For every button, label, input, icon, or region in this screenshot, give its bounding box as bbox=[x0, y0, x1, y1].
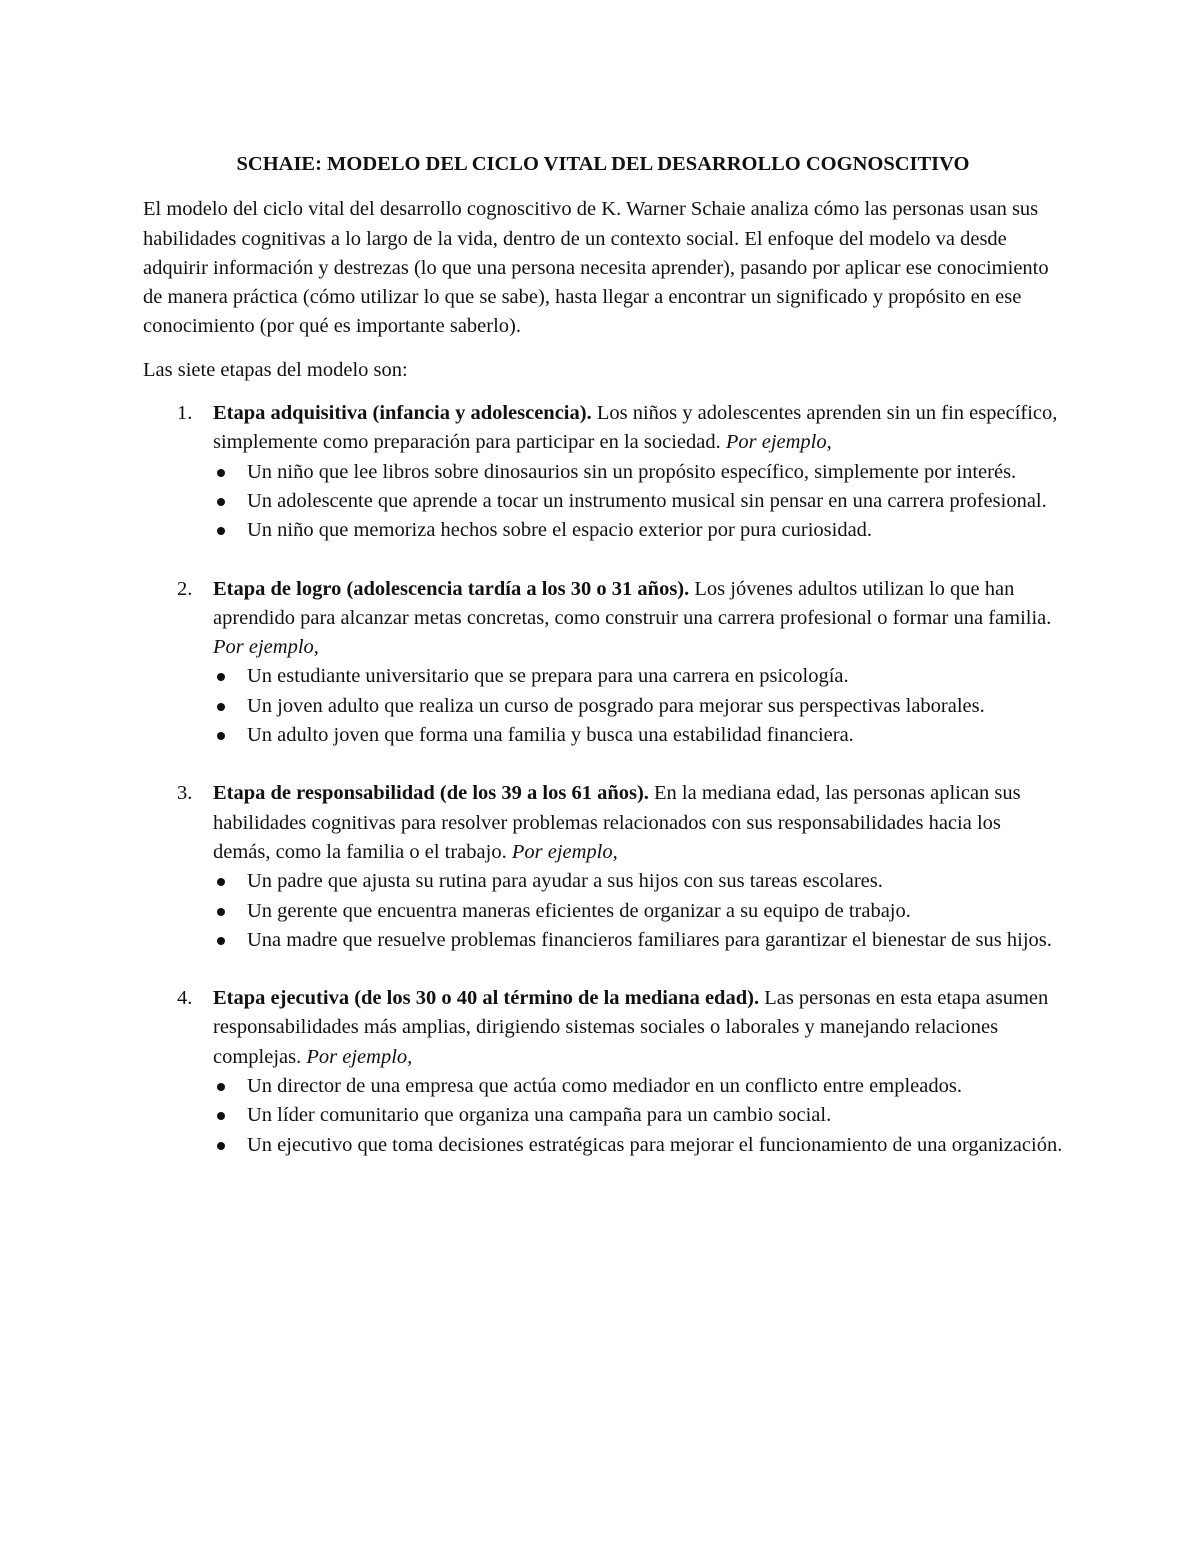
example-label: Por ejemplo, bbox=[213, 636, 319, 659]
example-item bbox=[213, 926, 1063, 955]
example-text: Un niño que lee libros sobre dinosaurios sin un propósito específico, simplemente por interés. bbox=[247, 460, 1017, 483]
example-item bbox=[213, 516, 1063, 545]
stage-text: Las personas en esta etapa asumen responsabilidades más amplias, dirigiendo sistemas sociales o laborales y manejando relaciones complejas. bbox=[213, 987, 1049, 1068]
example-text: Un adulto joven que forma una familia y busca una estabilidad financiera. bbox=[247, 724, 854, 747]
examples-list bbox=[213, 1072, 1063, 1160]
stage-item bbox=[143, 399, 1063, 545]
stages-list bbox=[143, 399, 1063, 1160]
document-title: SCHAIE: MODELO DEL CICLO VITAL DEL DESARROLLO COGNOSCITIVO bbox=[236, 153, 970, 175]
stages-intro: Las siete etapas del modelo son: bbox=[143, 358, 408, 381]
examples-list bbox=[213, 662, 1063, 750]
stage-text: Los jóvenes adultos utilizan lo que han aprendido para alcanzar metas concretas, como construir una carrera profesional o formar una familia. bbox=[213, 577, 1052, 629]
stage-description bbox=[213, 575, 1063, 663]
bullet-icon bbox=[217, 673, 225, 681]
example-label: Por ejemplo, bbox=[725, 431, 832, 454]
example-item bbox=[213, 897, 1063, 926]
stage-item bbox=[143, 779, 1063, 955]
example-label: Por ejemplo, bbox=[306, 1045, 413, 1068]
stage-description bbox=[213, 779, 1063, 867]
stage-number: 1. bbox=[177, 402, 193, 425]
bullet-icon bbox=[217, 937, 225, 945]
example-text: Un director de una empresa que actúa como mediador en un conflicto entre empleados. bbox=[247, 1075, 962, 1098]
bullet-icon bbox=[217, 1142, 225, 1150]
stage-heading: Etapa adquisitiva (infancia y adolescencia). bbox=[213, 402, 592, 425]
stage-heading: Etapa de responsabilidad (de los 39 a los 61 años). bbox=[213, 782, 649, 805]
example-item bbox=[213, 1072, 1063, 1101]
stage-item bbox=[143, 575, 1063, 751]
example-item bbox=[213, 867, 1063, 896]
bullet-icon bbox=[217, 703, 225, 711]
bullet-icon bbox=[217, 732, 225, 740]
example-item bbox=[213, 721, 1063, 750]
stage-number: 3. bbox=[177, 782, 193, 805]
example-text: Un estudiante universitario que se prepara para una carrera en psicología. bbox=[247, 665, 849, 688]
example-item bbox=[213, 1131, 1063, 1160]
example-item bbox=[213, 692, 1063, 721]
bullet-icon bbox=[217, 1083, 225, 1091]
stage-heading: Etapa de logro (adolescencia tardía a los 30 o 31 años). bbox=[213, 577, 690, 600]
bullet-icon bbox=[217, 527, 225, 535]
example-item bbox=[213, 487, 1063, 516]
example-text: Un ejecutivo que toma decisiones estratégicas para mejorar el funcionamiento de una organización. bbox=[247, 1133, 1063, 1156]
example-text: Un gerente que encuentra maneras eficientes de organizar a su equipo de trabajo. bbox=[247, 899, 911, 922]
stage-description bbox=[213, 399, 1063, 458]
stage-number: 4. bbox=[177, 987, 193, 1010]
examples-list bbox=[213, 867, 1063, 955]
bullet-icon bbox=[217, 469, 225, 477]
stage-text: Los niños y adolescentes aprenden sin un fin específico, simplemente como preparación para participar en la sociedad. bbox=[213, 402, 1058, 454]
example-text: Un padre que ajusta su rutina para ayudar a sus hijos con sus tareas escolares. bbox=[247, 870, 883, 893]
stage-text: En la mediana edad, las personas aplican sus habilidades cognitivas para resolver problemas relacionados con sus responsabilidades hacia los demás, como la familia o el trabajo. bbox=[213, 782, 1021, 863]
example-label: Por ejemplo, bbox=[511, 840, 618, 863]
stage-heading: Etapa ejecutiva (de los 30 o 40 al término de la mediana edad). bbox=[213, 987, 760, 1010]
example-text: Una madre que resuelve problemas financieros familiares para garantizar el bienestar de sus hijos. bbox=[247, 928, 1052, 951]
example-text: Un niño que memoriza hechos sobre el espacio exterior por pura curiosidad. bbox=[247, 519, 873, 542]
example-item bbox=[213, 458, 1063, 487]
example-text: Un adolescente que aprende a tocar un instrumento musical sin pensar en una carrera profesional. bbox=[247, 489, 1047, 512]
example-text: Un joven adulto que realiza un curso de posgrado para mejorar sus perspectivas laborales. bbox=[247, 694, 985, 717]
example-text: Un líder comunitario que organiza una campaña para un cambio social. bbox=[247, 1104, 832, 1127]
bullet-icon bbox=[217, 498, 225, 506]
bullet-icon bbox=[217, 878, 225, 886]
intro-paragraph: El modelo del ciclo vital del desarrollo cognoscitivo de K. Warner Schaie analiza cómo las personas usan sus habilidades cognitivas a lo largo de la vida, dentro de un contexto social. El enfoque del modelo va desde adquirir información y destrezas (lo que una persona necesita aprender), pasando por aplicar ese conocimiento de manera práctica (cómo utilizar lo que se sabe), hasta llegar a encontrar un significado y propósito en ese conocimiento (por qué es importante saberlo). bbox=[143, 198, 1049, 338]
stage-number: 2. bbox=[177, 577, 193, 600]
example-item bbox=[213, 1101, 1063, 1130]
bullet-icon bbox=[217, 908, 225, 916]
document-page bbox=[143, 150, 1063, 1189]
examples-list bbox=[213, 458, 1063, 546]
stage-description bbox=[213, 984, 1063, 1072]
example-item bbox=[213, 662, 1063, 691]
stage-item bbox=[143, 984, 1063, 1160]
bullet-icon bbox=[217, 1112, 225, 1120]
